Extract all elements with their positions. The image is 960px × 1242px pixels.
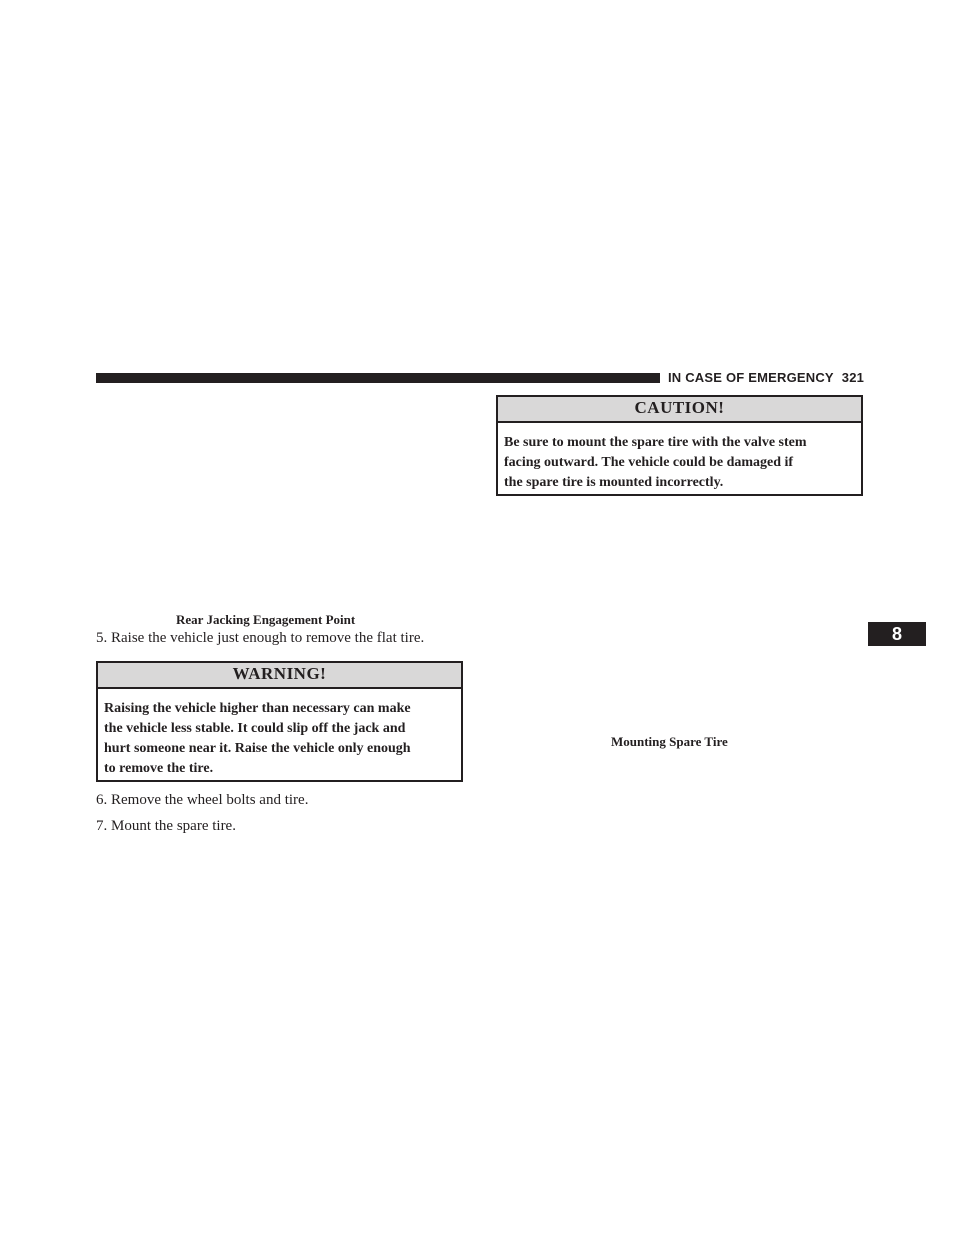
warning-line: the vehicle less stable. It could slip off the jack and	[104, 721, 406, 736]
warning-title: WARNING!	[98, 663, 461, 689]
rear-jacking-figure	[96, 395, 463, 607]
page-number: 321	[841, 370, 865, 385]
warning-line: hurt someone near it. Raise the vehicle only enough	[104, 741, 411, 756]
chapter-tab: 8	[868, 622, 926, 646]
header-rule	[96, 373, 660, 383]
running-header	[668, 369, 864, 387]
step-7-text: 7. Mount the spare tire.	[96, 818, 236, 834]
caution-line: facing outward. The vehicle could be damaged if	[504, 455, 794, 470]
rear-jacking-caption: Rear Jacking Engagement Point	[176, 612, 356, 627]
warning-box	[96, 661, 463, 782]
mounting-spare-tire-caption: Mounting Spare Tire	[611, 734, 728, 749]
caution-line: Be sure to mount the spare tire with the valve stem	[504, 435, 807, 450]
warning-line: Raising the vehicle higher than necessary can make	[104, 701, 411, 716]
caution-box	[496, 395, 863, 496]
warning-line: to remove the tire.	[104, 761, 214, 776]
warning-body	[98, 689, 461, 779]
section-title: IN CASE OF EMERGENCY	[668, 370, 834, 385]
caution-line: the spare tire is mounted incorrectly.	[504, 475, 724, 490]
mounting-spare-tire-figure	[496, 505, 863, 727]
caution-title: CAUTION!	[498, 397, 861, 423]
caution-body	[498, 423, 861, 493]
step-5-text: 5. Raise the vehicle just enough to remove the flat tire.	[96, 630, 425, 646]
step-6-text: 6. Remove the wheel bolts and tire.	[96, 792, 309, 808]
